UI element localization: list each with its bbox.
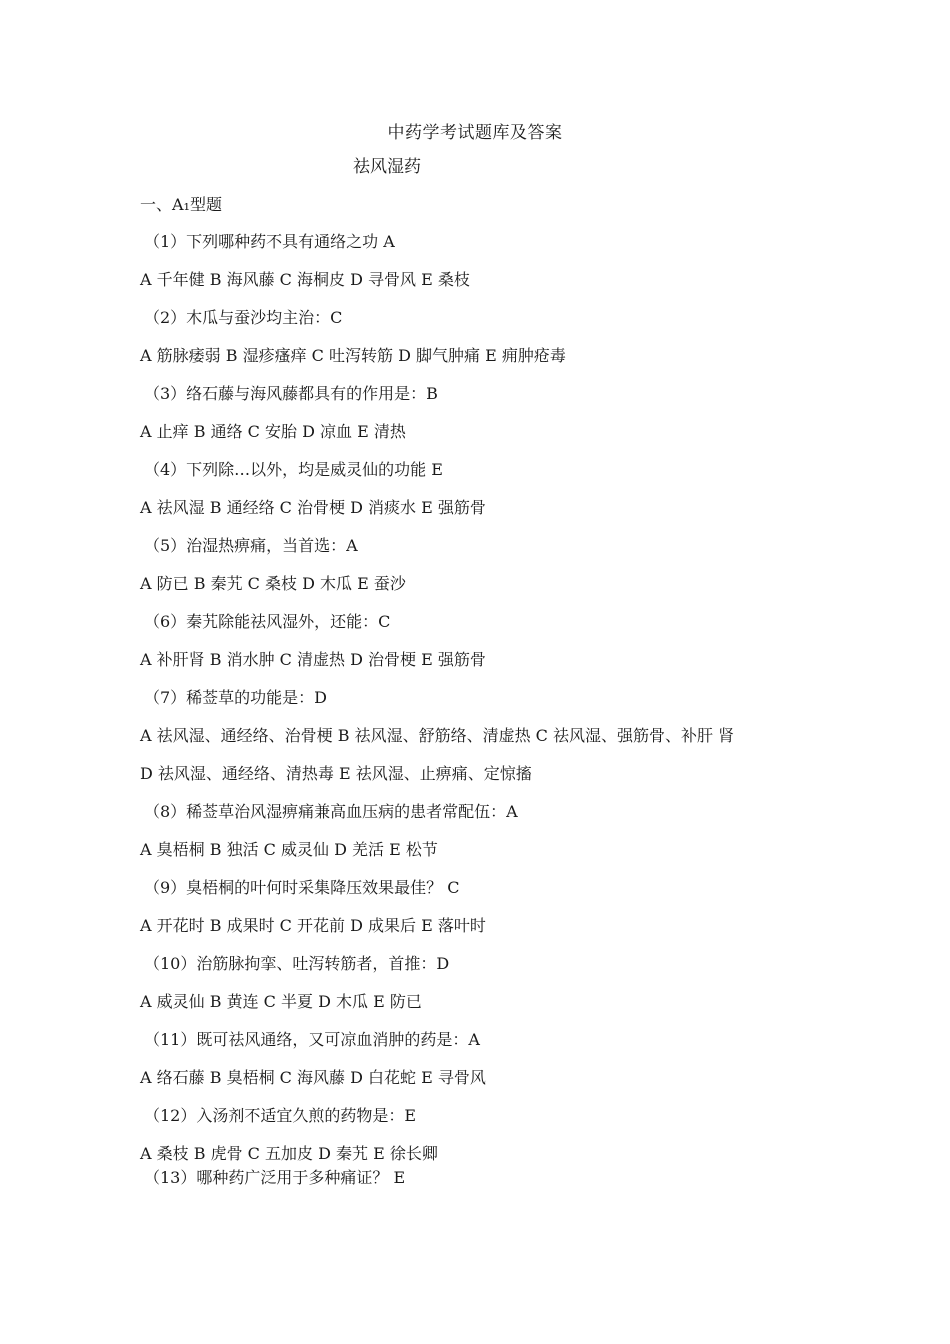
options-line: D 祛风湿、通经络、清热毒 E 祛风湿、止痹痛、定惊搐 xyxy=(140,764,532,783)
options-line: A 祛风湿 B 通经络 C 治骨梗 D 消痰水 E 强筋骨 xyxy=(140,498,486,517)
options-line: A 威灵仙 B 黄连 C 半夏 D 木瓜 E 防已 xyxy=(140,992,422,1011)
document-title: 中药学考试题库及答案 xyxy=(387,123,563,143)
question-line: （3）络石藤与海风藤都具有的作用是：B xyxy=(144,384,438,403)
options-line: A 开花时 B 成果时 C 开花前 D 成果后 E 落叶时 xyxy=(140,916,486,935)
question-list xyxy=(140,230,840,1204)
question-line: （10）治筋脉拘挛、吐泻转筋者，首推：D xyxy=(144,954,450,973)
question-line: （1）下列哪种药不具有通络之功 A xyxy=(144,232,395,251)
question-line: （11）既可祛风通络，又可凉血消肿的药是：A xyxy=(144,1030,480,1049)
question-line: （2）木瓜与蚕沙均主治：C xyxy=(144,308,343,327)
question-line: （7）稀莶草的功能是：D xyxy=(144,688,328,707)
question-line: （8）稀莶草治风湿痹痛兼高血压病的患者常配伍：A xyxy=(144,802,518,821)
question-line: （5）治湿热痹痛，当首选：A xyxy=(144,536,358,555)
options-line: A 防已 B 秦艽 C 桑枝 D 木瓜 E 蚕沙 xyxy=(140,574,406,593)
question-line: （12）入汤剂不适宜久煎的药物是：E xyxy=(144,1106,417,1125)
section-heading: 一、A₁型题 xyxy=(140,195,222,214)
options-line: A 千年健 B 海风藤 C 海桐皮 D 寻骨风 E 桑枝 xyxy=(140,270,470,289)
question-line: （9）臭梧桐的叶何时采集降压效果最佳？ C xyxy=(144,878,460,897)
options-line: A 桑枝 B 虎骨 C 五加皮 D 秦艽 E 徐长卿 xyxy=(140,1144,438,1163)
document-subtitle: 祛风湿药 xyxy=(353,157,421,177)
options-line: A 补肝肾 B 消水肿 C 清虚热 D 治骨梗 E 强筋骨 xyxy=(140,650,486,669)
options-line: A 祛风湿、通经络、治骨梗 B 祛风湿、舒筋络、清虚热 C 祛风湿、强筋骨、补肝 肾 xyxy=(140,726,735,745)
options-line: A 筋脉痿弱 B 湿疹瘙痒 C 吐泻转筋 D 脚气肿痛 E 痈肿疮毒 xyxy=(140,346,566,365)
question-line: （6）秦艽除能祛风湿外，还能：C xyxy=(144,612,391,631)
options-line: A 络石藤 B 臭梧桐 C 海风藤 D 白花蛇 E 寻骨风 xyxy=(140,1068,486,1087)
options-line: A 臭梧桐 B 独活 C 威灵仙 D 羌活 E 松节 xyxy=(140,840,438,859)
question-line: （13）哪种药广泛用于多种痛证？ E xyxy=(144,1168,406,1187)
options-line: A 止痒 B 通络 C 安胎 D 凉血 E 清热 xyxy=(140,422,406,441)
question-line: （4）下列除…以外，均是威灵仙的功能 E xyxy=(144,460,443,479)
